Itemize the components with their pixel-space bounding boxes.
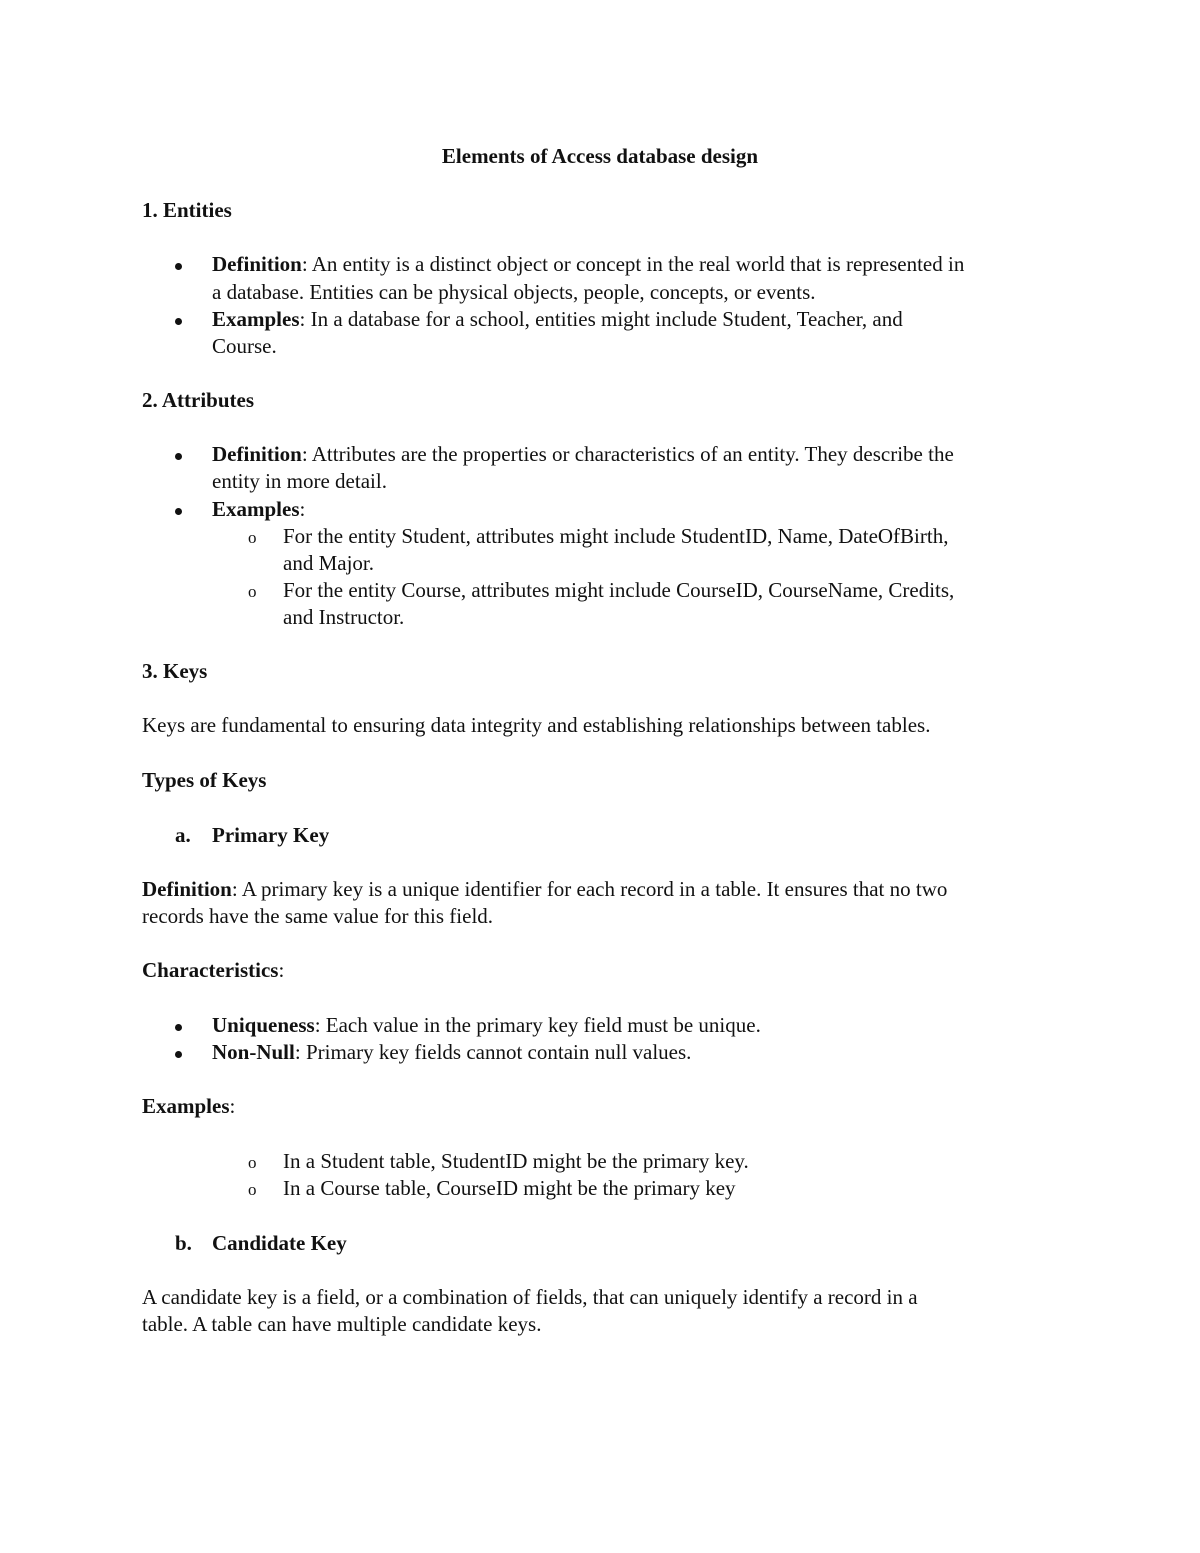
- primary-key-definition: [142, 876, 947, 903]
- primary-key-examples-heading: [142, 1093, 235, 1120]
- entities-definition-cont: a database. Entities can be physical objects, people, concepts, or events.: [212, 280, 816, 304]
- primary-key-example-student: In a Student table, StudentID might be the primary key.: [283, 1149, 749, 1173]
- types-of-keys-heading: Types of Keys: [142, 768, 267, 792]
- section-heading-attributes: 2. Attributes: [142, 388, 254, 412]
- characteristics-heading: [142, 957, 284, 984]
- examples-label: Examples: [212, 497, 300, 521]
- bullet-icon: [175, 1051, 182, 1058]
- characteristics-colon: :: [278, 958, 285, 982]
- examples-colon: :: [299, 497, 306, 521]
- definition-label: Definition: [212, 442, 302, 466]
- attributes-definition: [212, 441, 954, 468]
- entities-definition: [212, 251, 964, 278]
- primary-key-definition-cont: records have the same value for this field.: [142, 904, 494, 928]
- candidate-key-text-cont: table. A table can have multiple candidate keys.: [142, 1312, 542, 1336]
- examples-colon: :: [229, 1094, 236, 1118]
- examples-label: Examples: [142, 1094, 230, 1118]
- definition-text: : An entity is a distinct object or concept in the real world that is represented in: [301, 252, 965, 276]
- primary-key-heading: Primary Key: [212, 823, 330, 847]
- attributes-example-student: For the entity Student, attributes might include StudentID, Name, DateOfBirth,: [283, 524, 949, 548]
- sub-bullet-icon: o: [248, 1153, 257, 1172]
- definition-label: Definition: [212, 252, 302, 276]
- uniqueness-item: [212, 1012, 761, 1039]
- attributes-example-course: For the entity Course, attributes might include CourseID, CourseName, Credits,: [283, 578, 955, 602]
- definition-text: : Attributes are the properties or characteristics of an entity. They describe the: [301, 442, 954, 466]
- bullet-icon: [175, 263, 182, 270]
- sub-bullet-icon: o: [248, 1180, 257, 1199]
- attributes-examples: [212, 496, 305, 523]
- examples-label: Examples: [212, 307, 300, 331]
- entities-examples-cont: Course.: [212, 334, 277, 358]
- attributes-example-student-cont: and Major.: [283, 551, 374, 575]
- primary-key-example-course: In a Course table, CourseID might be the primary key: [283, 1176, 736, 1200]
- candidate-key-heading: Candidate Key: [212, 1231, 347, 1255]
- candidate-key-text: A candidate key is a field, or a combination of fields, that can uniquely identify a record in a: [142, 1285, 918, 1309]
- keys-intro: Keys are fundamental to ensuring data integrity and establishing relationships between tables.: [142, 713, 931, 737]
- non-null-item: [212, 1039, 691, 1066]
- document-title: Elements of Access database design: [441, 144, 759, 168]
- definition-label: Definition: [142, 877, 232, 901]
- bullet-icon: [175, 508, 182, 515]
- entities-examples: [212, 306, 903, 333]
- section-heading-entities: 1. Entities: [142, 198, 232, 222]
- characteristics-label: Characteristics: [142, 958, 279, 982]
- bullet-icon: [175, 453, 182, 460]
- examples-text: : In a database for a school, entities might include Student, Teacher, and: [299, 307, 903, 331]
- sub-bullet-icon: o: [248, 582, 257, 601]
- uniqueness-text: : Each value in the primary key field must be unique.: [314, 1013, 761, 1037]
- non-null-label: Non-Null: [212, 1040, 295, 1064]
- bullet-icon: [175, 1024, 182, 1031]
- attributes-definition-cont: entity in more detail.: [212, 469, 387, 493]
- list-marker-b: b.: [175, 1231, 192, 1255]
- section-heading-keys: 3. Keys: [142, 659, 208, 683]
- list-marker-a: a.: [175, 823, 191, 847]
- attributes-example-course-cont: and Instructor.: [283, 605, 405, 629]
- definition-text: : A primary key is a unique identifier for each record in a table. It ensures that no two: [231, 877, 948, 901]
- sub-bullet-icon: o: [248, 528, 257, 547]
- bullet-icon: [175, 318, 182, 325]
- uniqueness-label: Uniqueness: [212, 1013, 315, 1037]
- non-null-text: : Primary key fields cannot contain null values.: [294, 1040, 692, 1064]
